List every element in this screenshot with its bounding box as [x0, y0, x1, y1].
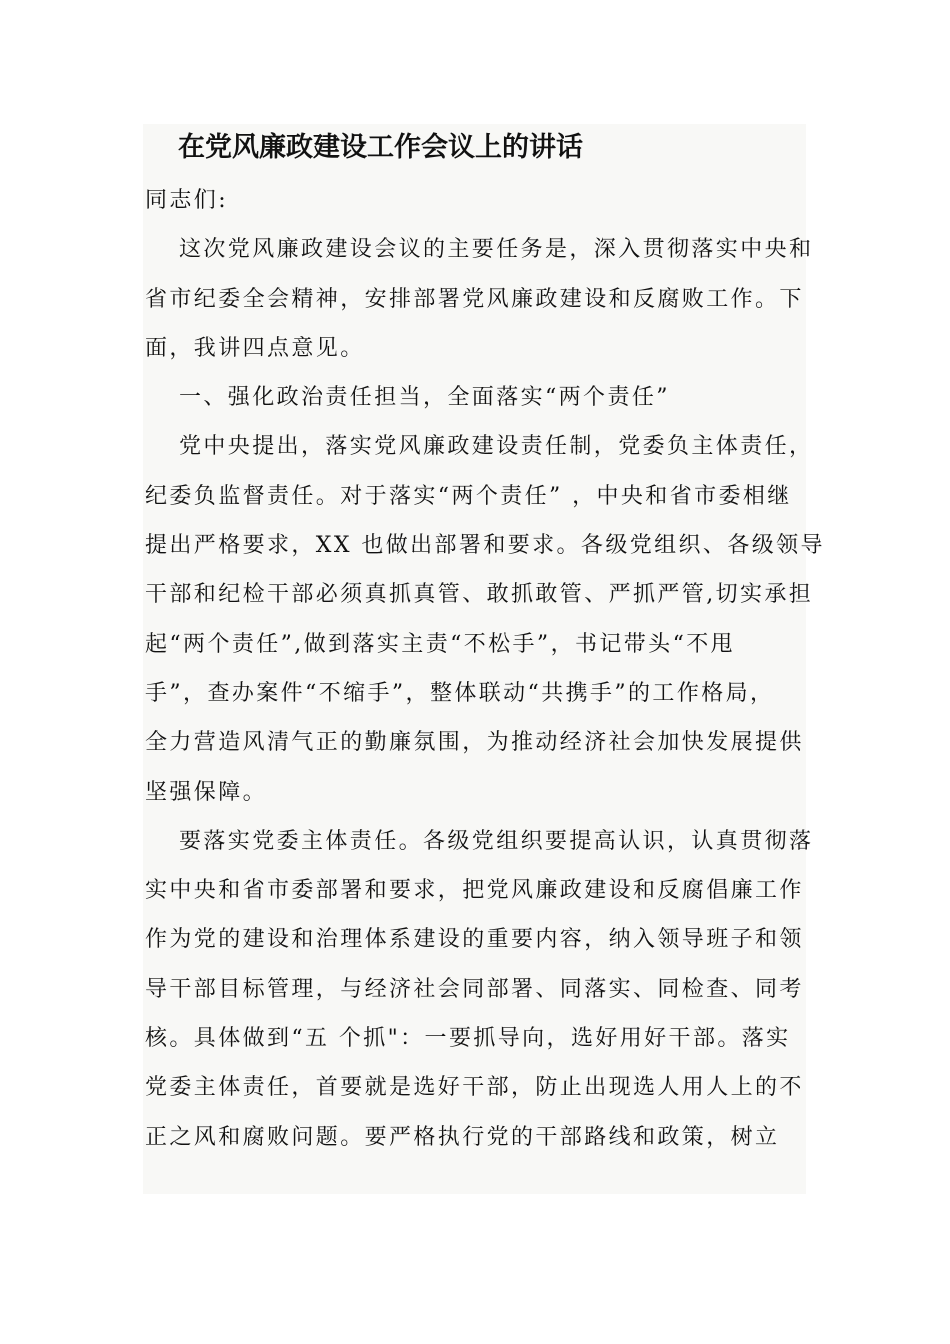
body-line: 起“两个责任”,做到落实主责“不松手”，书记带头“不甩	[145, 631, 736, 657]
body-line: 要落实党委主体责任。各级党组织要提高认识，认真贯彻落	[179, 828, 814, 854]
body-line: 这次党风廉政建设会议的主要任务是，深入贯彻落实中央和	[179, 237, 814, 263]
body-line: 省市纪委全会精神，安排部署党风廉政建设和反腐败工作。下	[145, 286, 804, 312]
body-line: 全力营造风清气正的勤廉氛围，为推动经济社会加快发展提供	[145, 730, 804, 756]
section-heading: 一、强化政治责任担当，全面落实“两个责任”	[179, 385, 670, 411]
body-line: 党委主体责任，首要就是选好干部，防止出现选人用人上的不	[145, 1075, 804, 1101]
body-line: 正之风和腐败问题。要严格执行党的干部路线和政策，树立	[145, 1124, 780, 1150]
body-line: 作为党的建设和治理体系建设的重要内容，纳入领导班子和领	[145, 927, 804, 953]
body-line: 导干部目标管理，与经济社会同部署、同落实、同检查、同考	[145, 976, 804, 1002]
body-line-salutation: 同志们:	[145, 188, 229, 213]
body-line: 实中央和省市委部署和要求，把党风廉政建设和反腐倡廉工作	[145, 878, 804, 904]
body-line: 坚强保障。	[145, 779, 268, 805]
body-line: 提出严格要求，XX 也做出部署和要求。各级党组织、各级领导	[145, 533, 825, 559]
body-line: 核。具体做到“五 个抓"：一要抓导向，选好用好干部。落实	[145, 1026, 791, 1052]
body-line: 面，我讲四点意见。	[145, 335, 365, 361]
body-line: 党中央提出，落实党风廉政建设责任制，党委负主体责任，	[179, 434, 814, 460]
document-title: 在党风廉政建设工作会议上的讲话	[178, 132, 583, 163]
body-line: 纪委负监督责任。对于落实“两个责任” ，中央和省市委相继	[145, 483, 792, 509]
document-body	[145, 176, 825, 1162]
body-line: 手”，查办案件“不缩手”，整体联动“共携手”的工作格局，	[145, 680, 775, 706]
body-line: 干部和纪检干部必须真抓真管、敢抓敢管、严抓严管,切实承担	[145, 582, 814, 608]
